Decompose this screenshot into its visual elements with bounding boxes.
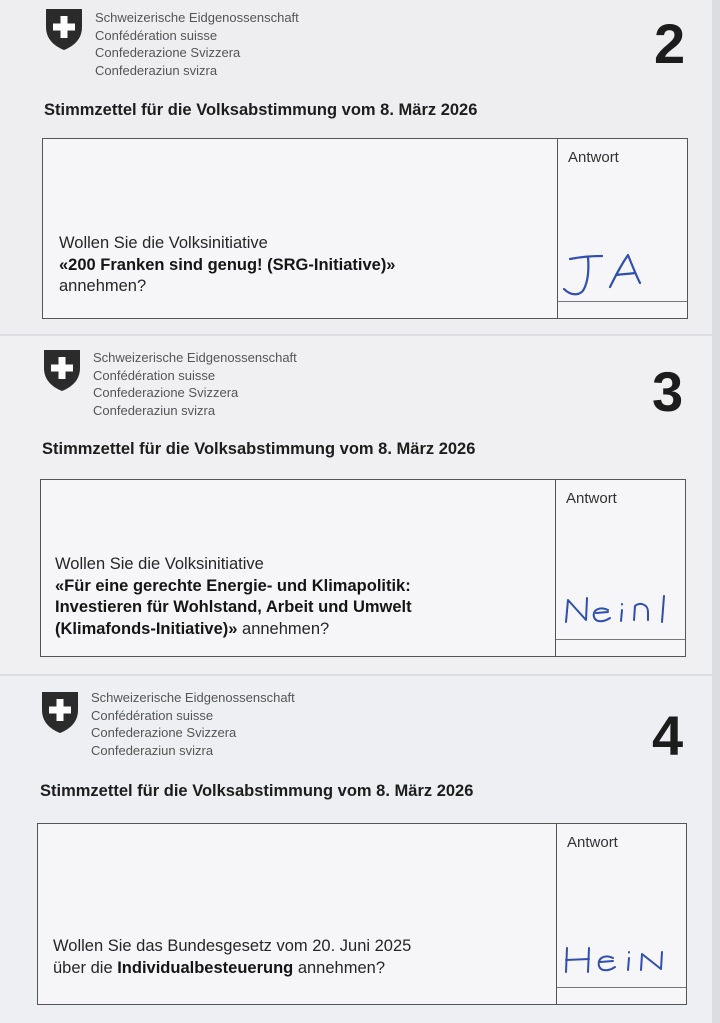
answer-label: Antwort xyxy=(566,490,617,507)
ballot-3 xyxy=(0,336,712,674)
swiss-cross-shield-icon xyxy=(44,7,84,51)
answer-line xyxy=(557,987,686,988)
question-text xyxy=(53,936,411,979)
initiative-name-line-2: Investieren für Wohlstand, Arbeit und Umwelt xyxy=(55,598,412,616)
swiss-cross-shield-icon xyxy=(40,690,80,734)
initiative-name: «200 Franken sind genug! (SRG-Initiative)» xyxy=(59,255,396,274)
law-name: Individualbesteuerung xyxy=(117,958,294,977)
header-line-it: Confederazione Svizzera xyxy=(91,725,237,740)
header-line-rm: Confederaziun svizra xyxy=(93,402,216,418)
question-intro: Wollen Sie die Volksinitiative xyxy=(59,234,268,252)
ballot-title: Stimmzettel für die Volksabstimmung vom 8. März 2026 xyxy=(40,782,474,800)
question-pre: über die xyxy=(53,958,118,977)
header-line-de: Schweizerische Eidgenossenschaft xyxy=(95,10,299,25)
answer-label: Antwort xyxy=(567,834,618,851)
question-intro: Wollen Sie die Volksinitiative xyxy=(55,555,264,573)
answer-line xyxy=(556,639,685,640)
answer-column xyxy=(557,139,687,318)
handwritten-answer-nein xyxy=(556,588,684,632)
question-box xyxy=(37,823,687,1005)
ballot-2 xyxy=(0,0,712,334)
question-end: annehmen? xyxy=(59,277,147,295)
question-box xyxy=(42,138,688,319)
answer-line xyxy=(558,301,687,302)
handwritten-answer-ja xyxy=(558,247,686,303)
header-line-it: Confederazione Svizzera xyxy=(93,385,239,400)
question-box xyxy=(40,479,686,657)
answer-column xyxy=(555,480,685,656)
header-line-rm: Confederaziun svizra xyxy=(95,62,218,78)
ballot-number: 2 xyxy=(654,12,686,75)
header-line-de: Schweizerische Eidgenossenschaft xyxy=(91,690,295,705)
ballot-number: 4 xyxy=(652,704,684,767)
header-line-fr: Confédération suisse xyxy=(93,367,216,383)
confederation-header xyxy=(91,689,295,759)
question-text xyxy=(55,554,412,640)
ballot-4 xyxy=(0,676,712,1023)
header-line-de: Schweizerische Eidgenossenschaft xyxy=(93,350,297,365)
confederation-header xyxy=(95,9,299,79)
ballot-number: 3 xyxy=(652,360,684,423)
question-text xyxy=(59,233,396,298)
question-end: annehmen? xyxy=(293,958,385,977)
initiative-name-line-1: «Für eine gerechte Energie- und Klimapolitik: xyxy=(55,576,411,595)
initiative-name-line-3: (Klimafonds-Initiative)» xyxy=(55,619,238,638)
handwritten-answer-nein xyxy=(557,940,685,980)
header-line-it: Confederazione Svizzera xyxy=(95,45,241,60)
header-line-fr: Confédération suisse xyxy=(95,27,218,43)
swiss-cross-shield-icon xyxy=(42,348,82,392)
question-end: annehmen? xyxy=(237,619,330,638)
answer-column xyxy=(556,824,686,1004)
answer-label: Antwort xyxy=(568,149,619,166)
ballot-title: Stimmzettel für die Volksabstimmung vom 8. März 2026 xyxy=(42,440,476,458)
ballot-title: Stimmzettel für die Volksabstimmung vom 8. März 2026 xyxy=(44,101,478,119)
header-line-fr: Confédération suisse xyxy=(91,707,214,723)
question-line-1: Wollen Sie das Bundesgesetz vom 20. Juni 2025 xyxy=(53,937,412,955)
confederation-header xyxy=(93,349,297,419)
header-line-rm: Confederaziun svizra xyxy=(91,742,214,758)
